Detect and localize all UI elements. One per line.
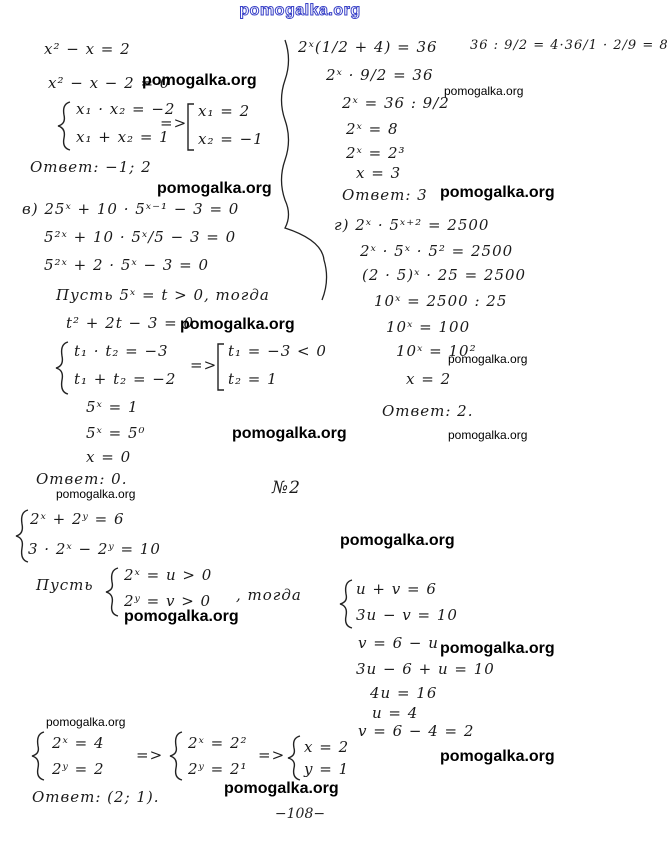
watermark: pomogalka.org	[448, 428, 528, 442]
eq-line: 5²ˣ + 10 · 5ˣ/5 − 3 = 0	[44, 228, 237, 246]
watermark: pomogalka.org	[46, 715, 126, 729]
watermark: pomogalka.org	[232, 425, 347, 442]
uv-brace	[340, 580, 352, 628]
eq-line: t₁ + t₂ = −2	[74, 370, 177, 388]
answer-line: Ответ: −1; 2	[30, 158, 152, 176]
side-calc: 36 : 9/2 = 4·36/1 · 2/9 = 8	[470, 38, 669, 53]
task-number: №2	[272, 478, 301, 498]
watermark: pomogalka.org	[157, 180, 272, 197]
watermark: pomogalka.org	[440, 748, 555, 765]
eq-line: v = 6 − 4 = 2	[358, 722, 475, 740]
eq-line: y = 1	[304, 760, 350, 778]
let-word: Пусть	[36, 576, 94, 594]
eq-line: 3u − v = 10	[356, 606, 458, 624]
eq-line: 2ʸ = 2	[52, 760, 105, 778]
eq-line: v = 6 − u	[358, 634, 439, 652]
eq-line: 2ˣ = 2³	[346, 144, 406, 162]
page-number: −108−	[274, 806, 326, 822]
watermark: pomogalka.org	[124, 608, 239, 625]
result-bracket	[188, 104, 194, 150]
eq-line: г) 2ˣ · 5ˣ⁺² = 2500	[334, 216, 490, 234]
eq-line: t₁ · t₂ = −3	[74, 342, 169, 360]
watermark: pomogalka.org	[340, 532, 455, 549]
watermark: pomogalka.org	[440, 640, 555, 657]
eq-line: 3u − 6 + u = 10	[356, 660, 495, 678]
eq-line: 5²ˣ + 2 · 5ˣ − 3 = 0	[44, 256, 209, 274]
implies-arrow: =>	[160, 114, 188, 132]
eq-line: 2ʸ = v > 0	[124, 592, 212, 610]
eq-line: 10ˣ = 2500 : 25	[374, 292, 508, 310]
eq-line: 5ˣ = 5⁰	[86, 424, 146, 442]
eq-line: 2ˣ = 36 : 9/2	[342, 94, 450, 112]
eq-line: 5ˣ = 1	[86, 398, 139, 416]
eq-line: t² + 2t − 3 = 0	[66, 314, 195, 332]
answer-line: Ответ: 2.	[382, 402, 474, 420]
eq-line: в) 25ˣ + 10 · 5ˣ⁻¹ − 3 = 0	[22, 200, 240, 218]
eq-line: u + v = 6	[356, 580, 437, 598]
final-brace-1	[32, 732, 44, 780]
watermark: pomogalka.org	[180, 316, 295, 333]
answer-line: Ответ: (2; 1).	[32, 788, 160, 806]
eq-line: (2 · 5)ˣ · 25 = 2500	[362, 266, 527, 284]
eq-line: x₁ + x₂ = 1	[76, 128, 170, 146]
eq-line: 2ˣ = u > 0	[124, 566, 213, 584]
eq-line: 10ˣ = 10²	[396, 342, 477, 360]
eq-line: 4u = 16	[370, 684, 438, 702]
eq-line: x² − x = 2	[44, 40, 131, 58]
eq-line: u = 4	[372, 704, 419, 722]
eq-line: x₂ = −1	[198, 130, 264, 148]
eq-line: 2ˣ + 2ʸ = 6	[30, 510, 125, 528]
watermark: pomogalka.org	[448, 352, 528, 366]
watermark: pomogalka.org	[142, 72, 257, 89]
eq-line: 2ˣ · 9/2 = 36	[326, 66, 434, 84]
eq-line: 2ˣ = 8	[346, 120, 399, 138]
eq-line: t₂ = 1	[228, 370, 278, 388]
implies-arrow: =>	[190, 356, 218, 374]
eq-line: 2ˣ = 4	[52, 734, 105, 752]
final-brace-3	[288, 736, 300, 780]
column-divider	[282, 40, 327, 300]
eq-line: x₁ = 2	[198, 102, 251, 120]
substitution-brace	[106, 568, 118, 616]
eq-line: 3 · 2ˣ − 2ʸ = 10	[28, 540, 161, 558]
watermark: pomogalka.org	[440, 184, 555, 201]
watermark: pomogalka.org	[56, 487, 136, 501]
result-bracket-t	[218, 344, 224, 390]
eq-line: t₁ = −3 < 0	[228, 342, 327, 360]
eq-line: 2ˣ = 2²	[188, 734, 248, 752]
site-url-header[interactable]: pomogalka.org	[239, 2, 361, 19]
eq-line: x² − x − 2 = 0	[48, 74, 171, 92]
implies-arrow: =>	[136, 746, 164, 764]
watermark: pomogalka.org	[224, 780, 339, 797]
eq-line: x = 3	[356, 164, 402, 182]
eq-line: x = 0	[86, 448, 132, 466]
eq-line: 10ˣ = 100	[386, 318, 471, 336]
implies-arrow: =>	[258, 746, 286, 764]
final-brace-2	[170, 732, 182, 780]
system-brace-2	[16, 510, 28, 562]
eq-line: x₁ · x₂ = −2	[76, 100, 176, 118]
answer-line: Ответ: 0.	[36, 470, 128, 488]
eq-line: 2ʸ = 2¹	[188, 760, 248, 778]
eq-line: 2ˣ(1/2 + 4) = 36	[298, 38, 438, 56]
watermark: pomogalka.org	[444, 84, 524, 98]
answer-line: Ответ: 3	[342, 186, 428, 204]
then-word: , тогда	[236, 586, 302, 604]
eq-line: x = 2	[304, 738, 350, 756]
substitution-line: Пусть 5ˣ = t > 0, тогда	[56, 286, 270, 304]
system-brace	[58, 102, 70, 150]
system-brace-t	[56, 342, 68, 394]
eq-line: 2ˣ · 5ˣ · 5² = 2500	[360, 242, 514, 260]
eq-line: x = 2	[406, 370, 452, 388]
